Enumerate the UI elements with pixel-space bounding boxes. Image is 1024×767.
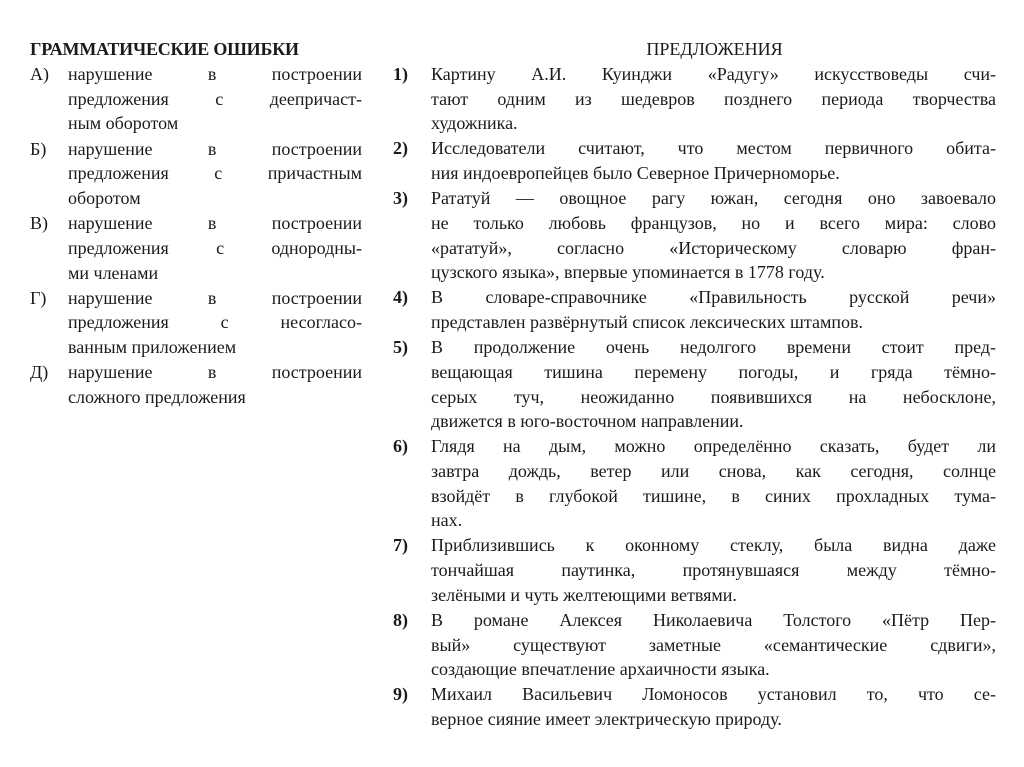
item-text-line: Глядя на дым, можно определённо сказать, будет ли <box>431 436 996 457</box>
item-marker: В) <box>30 213 48 234</box>
item-text-line: В словаре-справочнике «Правильность русской речи» <box>431 287 996 308</box>
item-text-line: Картину А.И. Куинджи «Радугу» искусствоведы счи- <box>431 64 996 84</box>
item-text-line: ным оборотом <box>68 113 179 134</box>
item-text-line: сложного предложения <box>68 386 246 407</box>
item-text-line: предложения с причастным <box>68 163 362 184</box>
item-text-line: ванным приложением <box>68 337 237 358</box>
item-marker: 1) <box>393 64 408 84</box>
item-text-line: завтра дождь, ветер или снова, как сегодня, солнце <box>431 460 996 481</box>
item-text-line: предложения с несогласо- <box>68 312 362 333</box>
item-marker: 2) <box>393 138 408 159</box>
error-type-item <box>30 137 362 211</box>
sentence-item <box>393 186 996 285</box>
sentence-item <box>393 136 996 185</box>
grammar-errors-list <box>30 62 362 410</box>
sentence-item <box>393 285 996 334</box>
item-text-line: тают одним из шедевров позднего периода творчества <box>431 88 996 109</box>
item-text-line: зелёными и чуть желтеющими ветвями. <box>431 584 737 605</box>
item-marker: 6) <box>393 436 408 457</box>
item-marker: А) <box>30 64 49 84</box>
sentence-item <box>393 608 996 682</box>
item-marker: Г) <box>30 287 47 308</box>
sentence-item <box>393 434 996 533</box>
item-text-line: вый» существуют заметные «семантические сдвиги», <box>431 634 996 655</box>
item-text-line: В романе Алексея Николаевича Толстого «Пётр Пер- <box>431 609 996 630</box>
grammar-errors-column <box>30 36 362 410</box>
item-text-line: создающие впечатление архаичности языка. <box>431 659 770 680</box>
sentence-item <box>393 682 996 731</box>
item-text-line: «рататуй», согласно «Историческому словарю фран- <box>431 237 996 258</box>
item-text-line: ния индоевропейцев было Северное Причерноморье. <box>431 163 840 184</box>
item-text-line: нарушение в построении <box>68 362 362 383</box>
item-marker: 7) <box>393 535 408 556</box>
item-text-line: верное сияние имеет электрическую природу. <box>431 709 782 729</box>
item-marker: 9) <box>393 684 408 705</box>
item-marker: 5) <box>393 337 408 358</box>
item-text-line: художника. <box>431 113 518 134</box>
error-type-item <box>30 360 362 409</box>
item-text-line: нарушение в построении <box>68 64 362 84</box>
item-marker: Б) <box>30 138 47 159</box>
item-text-line: Михаил Васильевич Ломоносов установил то, что се- <box>431 684 996 705</box>
sentences-column <box>393 36 996 732</box>
item-text-line: цузского языка», впервые упоминается в 1778 году. <box>431 262 825 283</box>
item-text-line: нах. <box>431 510 463 531</box>
item-text-line: Исследователи считают, что местом первичного обита- <box>431 138 996 159</box>
error-type-item <box>30 211 362 285</box>
item-text-line: серых туч, неожиданно появившихся на небосклоне, <box>431 386 996 407</box>
item-marker: 4) <box>393 287 408 308</box>
error-type-item <box>30 62 362 136</box>
item-text-line: предложения с деепричаст- <box>68 88 362 109</box>
item-text-line: предложения с однородны- <box>68 237 362 258</box>
sentence-item <box>393 533 996 607</box>
item-text-line: оборотом <box>68 187 141 208</box>
item-text-line: нарушение в построении <box>68 213 362 234</box>
item-text-line: вещающая тишина перемену погоды, и гряда тёмно- <box>431 361 996 382</box>
item-text-line: не только любовь французов, но и всего мира: слово <box>431 212 996 233</box>
item-marker: Д) <box>30 362 49 383</box>
item-text-line: тончайшая паутинка, протянувшаяся между тёмно- <box>431 560 996 581</box>
sentences-list <box>393 62 996 732</box>
item-text-line: В продолжение очень недолгого времени стоит пред- <box>431 337 996 358</box>
item-text-line: ми членами <box>68 262 159 283</box>
grammar-errors-title: ГРАММАТИЧЕСКИЕ ОШИБКИ <box>30 39 299 59</box>
item-text-line: представлен развёрнутый список лексических штампов. <box>431 312 863 333</box>
sentence-item <box>393 335 996 434</box>
item-text-line: взойдёт в глубокой тишине, в синих прохладных тума- <box>431 485 996 506</box>
item-text-line: Рататуй — овощное рагу южан, сегодня оно завоевало <box>431 188 996 209</box>
error-type-item <box>30 286 362 360</box>
sentences-title: ПРЕДЛОЖЕНИЯ <box>646 39 783 59</box>
item-text-line: движется в юго-восточном направлении. <box>431 411 744 432</box>
item-text-line: Приблизившись к оконному стеклу, была видна даже <box>431 535 996 556</box>
item-text-line: нарушение в построении <box>68 287 362 308</box>
item-text-line: нарушение в построении <box>68 138 362 159</box>
item-marker: 8) <box>393 609 408 630</box>
item-marker: 3) <box>393 188 408 209</box>
sentence-item <box>393 62 996 136</box>
